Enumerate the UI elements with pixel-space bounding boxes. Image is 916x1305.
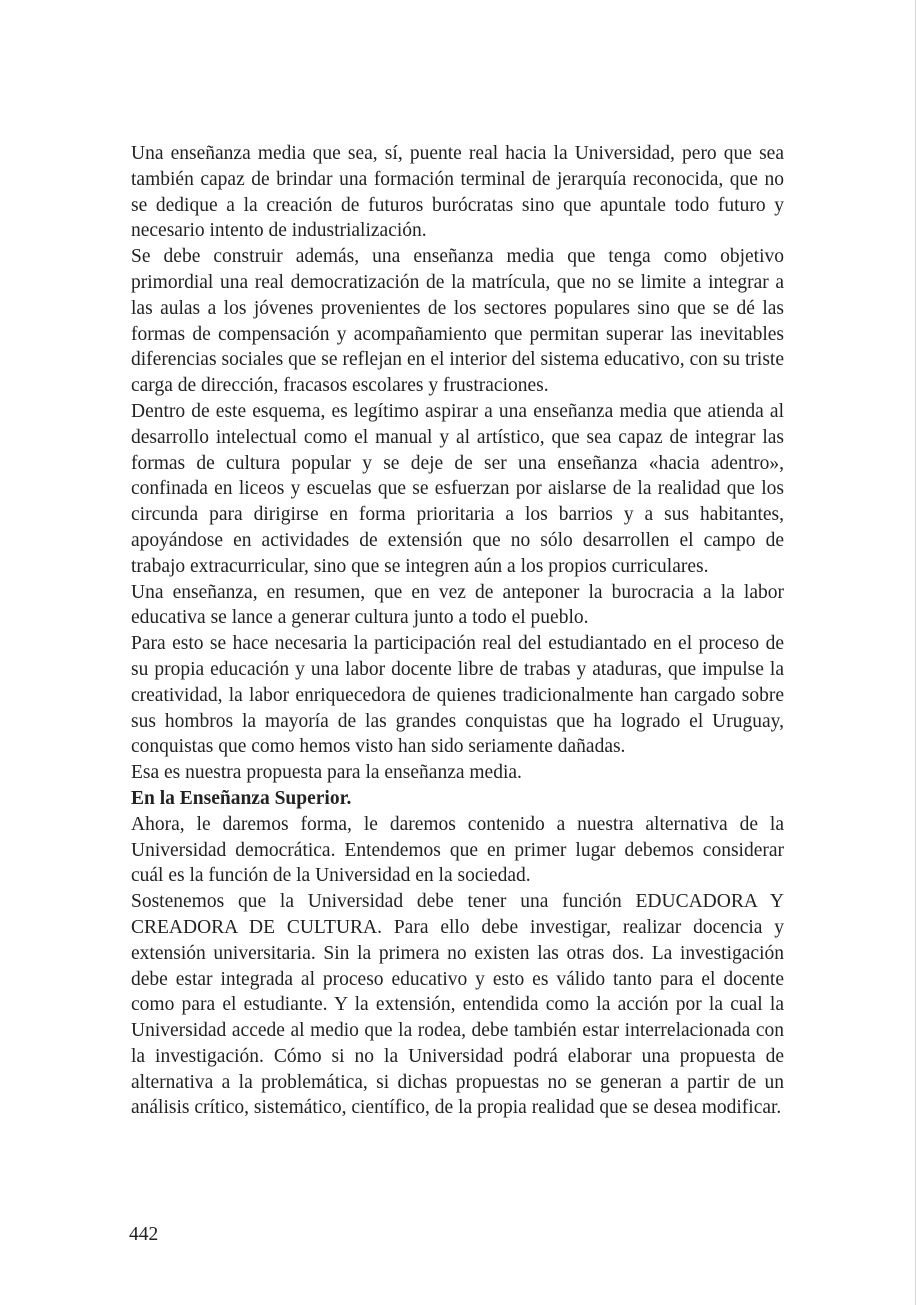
paragraph: Una enseñanza media que sea, sí, puente real hacia la Universidad, pero que sea también capaz de brindar una formación terminal de jerarquía reconocida, que no se dedique a la creación de futuros burócratas sino que apuntale todo futuro y necesario intento de industrialización. [131, 143, 784, 242]
body-text [131, 141, 784, 1121]
paragraph: Ahora, le daremos forma, le daremos contenido a nuestra alternativa de la Universidad democrática. Entendemos que en primer lugar debemos considerar cuál es la función de la Universidad en la sociedad. [131, 813, 784, 887]
section-heading: En la Enseñanza Superior. [131, 787, 352, 809]
paragraph: Dentro de este esquema, es legítimo aspirar a una enseñanza media que atienda al desarrollo intelectual como el manual y al artístico, que sea capaz de integrar las formas de cultura popular y se deje de ser una enseñanza «hacia adentro», confinada en liceos y escuelas que se esfuerzan por aislarse de la realidad que los circunda para dirigirse en forma prioritaria a los barrios y a sus habitantes, apoyándose en actividades de extensión que no sólo desarrollen el campo de trabajo extracurricular, sino que se integren aún a los propios curriculares. [131, 400, 784, 577]
paragraph: Se debe construir además, una enseñanza media que tenga como objetivo primordial una real democratización de la matrícula, que no se limite a integrar a las aulas a los jóvenes provenientes de los sectores populares sino que se dé las formas de compensación y acompañamiento que permitan superar las inevitables diferencias sociales que se reflejan en el interior del sistema educativo, con su triste carga de dirección, fracasos escolares y frustraciones. [131, 246, 784, 397]
paragraph: Sostenemos que la Universidad debe tener una función EDUCADORA Y CREADORA DE CULTURA. Para ello debe investigar, realizar docencia y extensión universitaria. Sin la primera no existen las otras dos. La investigación debe estar integrada al proceso educativo y esto es válido tanto para el docente como para el estudiante. Y la extensión, entendida como la acción por la cual la Universidad accede al medio que la rodea, debe también estar interrelacionada con la investigación. Cómo si no la Universidad podrá elaborar una propuesta de alternativa a la problemática, si dichas propuestas no se generan a partir de un análisis crítico, sistemático, científico, de la propia realidad que se desea modificar. [131, 891, 784, 1119]
paragraph: Una enseñanza, en resumen, que en vez de anteponer la burocracia a la labor educativa se lance a generar cultura junto a todo el pueblo. [131, 581, 784, 629]
paragraph: Para esto se hace necesaria la participación real del estudiantado en el proceso de su propia educación y una labor docente libre de trabas y ataduras, que impulse la creatividad, la labor enriquecedora de quienes tradicionalmente han cargado sobre sus hombros la mayoría de las grandes conquistas que ha logrado el Uruguay, conquistas que como hemos visto han sido seriamente dañadas. [131, 633, 784, 758]
paragraph: Esa es nuestra propuesta para la enseñanza media. [131, 762, 522, 784]
page-number: 442 [129, 1224, 159, 1245]
